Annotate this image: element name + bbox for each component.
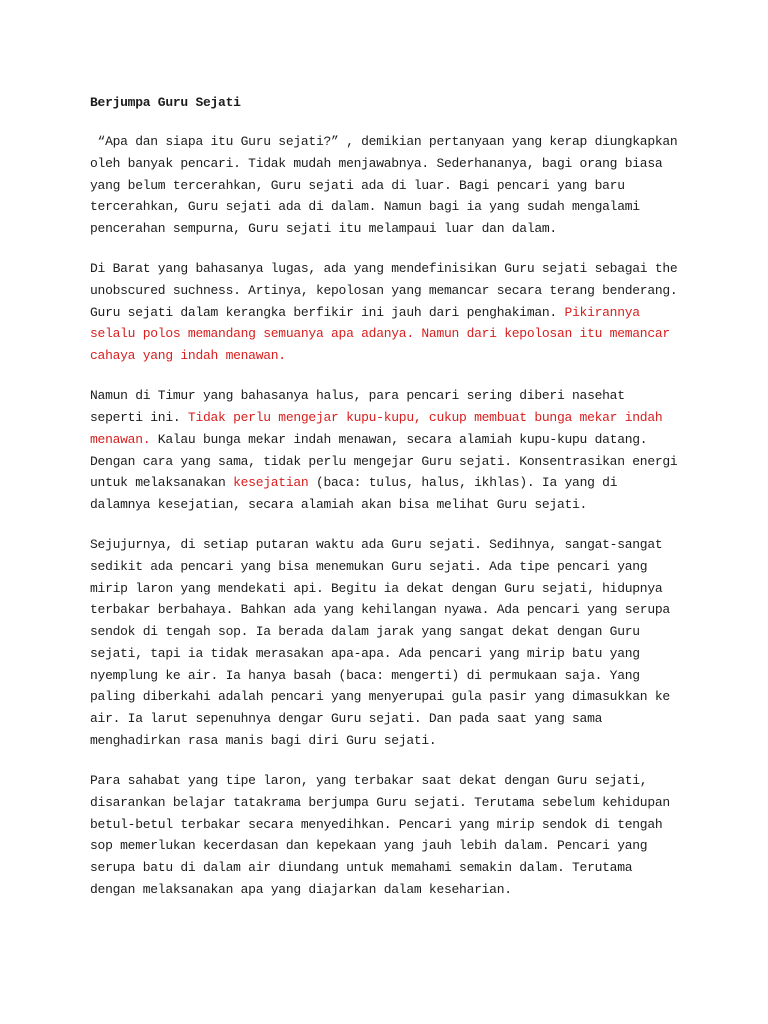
text-segment: oleh banyak pencari. Tidak mudah menjawabnya. Sederhananya, bagi orang biasa — [90, 155, 663, 171]
text-segment: Para sahabat yang tipe laron, yang terbakar saat dekat dengan Guru sejati, — [90, 773, 648, 789]
text-segment: paling diberkahi adalah pencari yang menyerupai gula pasir yang dimasukkan ke — [90, 689, 670, 705]
text-line — [90, 407, 730, 429]
text-line — [90, 218, 730, 240]
text-segment: pencerahan sempurna, Guru sejati itu melampaui luar dan dalam. — [90, 221, 557, 236]
text-segment: Sejujurnya, di setiap putaran waktu ada Guru sejati. Sedihnya, sangat-sangat — [90, 537, 663, 553]
text-segment: menghadirkan rasa manis bagi diri Guru sejati. — [90, 732, 437, 748]
text-line — [90, 686, 730, 708]
text-segment: mirip laron yang mendekati api. Begitu ia dekat dengan Guru sejati, hidupnya — [90, 580, 663, 596]
highlighted-text: cahaya yang indah menawan. — [90, 348, 286, 364]
text-line — [90, 792, 730, 814]
text-line — [90, 708, 730, 730]
text-line — [90, 153, 730, 175]
text-line — [90, 621, 730, 643]
paragraph — [90, 131, 730, 240]
text-segment: dalamnya kesejatian, secara alamiah akan bisa melihat Guru sejati. — [90, 497, 588, 513]
text-line — [90, 730, 730, 752]
text-line — [90, 534, 730, 556]
text-line — [90, 385, 730, 407]
text-segment: Kalau bunga mekar indah menawan, secara alamiah kupu-kupu datang. — [150, 431, 648, 447]
paragraph — [90, 770, 730, 901]
text-segment: “Apa dan siapa itu Guru sejati?” , demikian pertanyaan yang kerap diungkapkan — [90, 134, 678, 149]
text-segment: disarankan belajar tatakrama berjumpa Guru sejati. Terutama sebelum kehidupan — [90, 794, 670, 810]
text-segment: tercerahkan, Guru sejati ada di dalam. Namun bagi ia yang sudah mengalami — [90, 199, 640, 215]
text-line — [90, 578, 730, 600]
text-line — [90, 429, 730, 451]
text-line — [90, 131, 730, 153]
text-line — [90, 599, 730, 621]
text-line — [90, 643, 730, 665]
highlighted-text: menawan. — [90, 431, 151, 447]
text-line — [90, 302, 730, 324]
text-line — [90, 814, 730, 836]
text-line — [90, 857, 730, 879]
text-segment: sendok di tengah sop. Ia berada dalam jarak yang sangat dekat dengan Guru — [90, 624, 640, 640]
text-line — [90, 835, 730, 857]
highlighted-text: selalu polos memandang semuanya apa adanya. Namun dari kepolosan itu memancar — [90, 326, 670, 342]
highlighted-text: kesejatian — [233, 475, 309, 491]
text-line — [90, 345, 730, 367]
text-line — [90, 472, 730, 494]
text-segment: Dengan cara yang sama, tidak perlu mengejar Guru sejati. Konsentrasikan energi — [90, 453, 678, 469]
text-segment: sejati, tapi ia tidak merasakan apa-apa. Ada pencari yang mirip batu yang — [90, 645, 640, 661]
text-segment: seperti ini. — [90, 410, 188, 426]
text-segment: nyemplung ke air. Ia hanya basah (baca: mengerti) di permukaan saja. Yang — [90, 667, 640, 683]
document-body — [90, 131, 730, 901]
paragraph — [90, 534, 730, 752]
text-segment: yang belum tercerahkan, Guru sejati ada di luar. Bagi pencari yang baru — [90, 177, 625, 193]
text-line — [90, 196, 730, 218]
text-line — [90, 770, 730, 792]
text-segment: sedikit ada pencari yang bisa menemukan Guru sejati. Ada tipe pencari yang — [90, 558, 648, 574]
text-line — [90, 451, 730, 473]
text-segment: unobscured suchness. Artinya, kepolosan yang memancar secara terang benderang. — [90, 282, 678, 298]
text-segment: terbakar berbahaya. Bahkan ada yang kehilangan nyawa. Ada pencari yang serupa — [90, 602, 670, 618]
text-segment: untuk melaksanakan — [90, 475, 234, 491]
text-line — [90, 556, 730, 578]
document-page — [90, 92, 730, 901]
document-title: Berjumpa Guru Sejati — [90, 95, 241, 110]
paragraph — [90, 385, 730, 516]
text-line — [90, 323, 730, 345]
text-line — [90, 494, 730, 516]
text-line — [90, 879, 730, 901]
text-segment: dengan melaksanakan apa yang diajarkan dalam keseharian. — [90, 881, 512, 897]
text-segment: Guru sejati dalam kerangka berfikir ini jauh dari penghakiman. — [90, 304, 565, 320]
text-segment: Di Barat yang bahasanya lugas, ada yang mendefinisikan Guru sejati sebagai the — [90, 261, 678, 277]
text-segment: (baca: tulus, halus, ikhlas). Ia yang di — [308, 475, 618, 491]
highlighted-text: Pikirannya — [564, 304, 640, 320]
text-segment: serupa batu di dalam air diundang untuk memahami semakin dalam. Terutama — [90, 860, 633, 876]
text-line — [90, 175, 730, 197]
text-segment: sop memerlukan kecerdasan dan kepekaan yang jauh lebih dalam. Pencari yang — [90, 838, 648, 854]
text-segment: betul-betul terbakar secara menyedihkan. Pencari yang mirip sendok di tengah — [90, 816, 663, 832]
text-line — [90, 258, 730, 280]
text-line — [90, 280, 730, 302]
highlighted-text: Tidak perlu mengejar kupu-kupu, cukup membuat bunga mekar indah — [187, 410, 663, 426]
paragraph — [90, 258, 730, 367]
text-line — [90, 665, 730, 687]
text-segment: air. Ia larut sepenuhnya dengar Guru sejati. Dan pada saat yang sama — [90, 711, 603, 727]
text-segment: Namun di Timur yang bahasanya halus, para pencari sering diberi nasehat — [90, 388, 625, 404]
